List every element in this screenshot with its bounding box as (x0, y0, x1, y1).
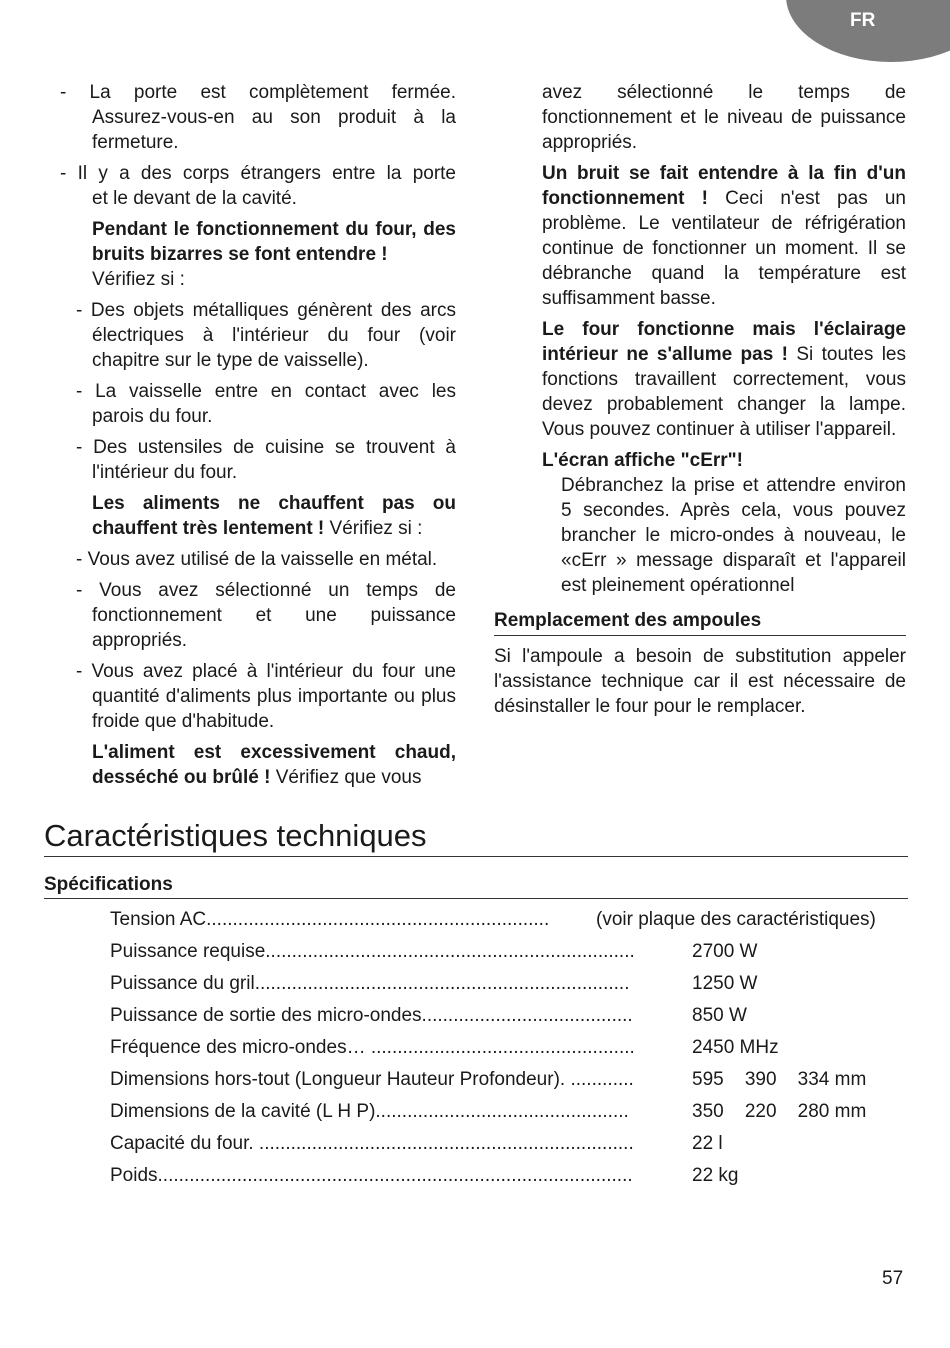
spec-value: 22 l (692, 1133, 723, 1154)
list-item (60, 80, 456, 155)
spec-label: Capacité du four. ....................................................................... (110, 1133, 634, 1154)
list-item: - Des objets métalliques génèrent des arcs électriques à l'intérieur du four (voir chapitre sur le type de vaisselle). (76, 300, 456, 371)
bulb-subheading: Remplacement des ampoules (494, 608, 906, 636)
troubleshoot-heading: Le four fonctionne mais l'éclairage intérieur ne s'allume pas ! (542, 319, 906, 365)
spec-value: 22 kg (692, 1165, 739, 1186)
spec-row-grill-power (110, 971, 910, 1003)
spec-subheading: Spécifications (44, 872, 908, 899)
list-item: - Des ustensiles de cuisine se trouvent à l'intérieur du four. (76, 437, 456, 483)
troubleshoot-paragraph (494, 161, 906, 311)
spec-row-cavity-dimensions (110, 1099, 910, 1131)
right-column (494, 80, 906, 725)
list-item: - La vaisselle entre en contact avec les parois du four. (76, 381, 456, 427)
spec-value: 850 W (692, 1005, 747, 1026)
section-title: Caractéristiques techniques (44, 816, 908, 857)
list-item-first-line: - La porte est complètement fermée. (60, 82, 456, 103)
spec-value: (voir plaque des caractéristiques) (596, 909, 876, 930)
spec-value: 2450 MHz (692, 1037, 779, 1058)
list-item-first-line: - Il y a des corps étrangers entre la porte (60, 163, 456, 184)
spec-label: Puissance de sortie des micro-ondes........................................ (110, 1005, 633, 1026)
spec-label: Puissance requise...................................................................... (110, 941, 635, 962)
troubleshoot-paragraph (494, 317, 906, 442)
list-item-continuation: Assurez-vous-en au son produit à la fermeture. (92, 107, 456, 153)
spec-row-voltage (110, 907, 910, 939)
troubleshoot-text: Ceci n'est pas un problème. Le ventilateur de réfrigération continue de fonctionner un moment. Il se débranche quand la température est suffisamment basse. (542, 188, 906, 309)
spec-label: Dimensions de la cavité (L H P)................................................ (110, 1101, 629, 1122)
spec-row-capacity (110, 1131, 910, 1163)
list-item (60, 161, 456, 211)
spec-label: Poids.......................................................................................... (110, 1165, 633, 1186)
spec-row-microwave-output (110, 1003, 910, 1035)
troubleshoot-paragraph (60, 217, 456, 292)
list-item-continuation: et le devant de la cavité. (92, 188, 297, 209)
troubleshoot-check: Vérifiez que vous (275, 767, 422, 788)
spec-row-weight (110, 1163, 910, 1195)
spec-label: Dimensions hors-tout (Longueur Hauteur Profondeur). ............ (110, 1069, 634, 1090)
spec-label: Fréquence des micro-ondes… .................................................. (110, 1037, 635, 1058)
bulb-paragraph: Si l'ampoule a besoin de substitution appeler l'assistance technique car il est nécessaire de désinstaller le four pour le remplacer. (494, 646, 906, 717)
troubleshoot-heading: L'écran affiche "cErr"! (542, 450, 743, 471)
troubleshoot-heading: Un bruit se fait entendre à la fin d'un fonctionnement ! (542, 163, 906, 209)
left-column (60, 80, 456, 796)
troubleshoot-heading: L'aliment est excessivement chaud, desséché ou brûlé ! (92, 742, 456, 788)
list-item: - Vous avez placé à l'intérieur du four une quantité d'aliments plus importante ou plus froide que d'habitude. (76, 661, 456, 732)
list-item: - Vous avez sélectionné un temps de fonctionnement et une puissance appropriés. (76, 580, 456, 651)
troubleshoot-heading: Les aliments ne chauffent pas ou chauffent très lentement ! (92, 493, 456, 539)
troubleshoot-check: Vérifiez si : (329, 518, 423, 539)
troubleshoot-paragraph (60, 491, 456, 541)
troubleshoot-paragraph (60, 740, 456, 790)
continued-paragraph: avez sélectionné le temps de fonctionnement et le niveau de puissance appropriés. (542, 82, 906, 153)
list-item: - Vous avez utilisé de la vaisselle en métal. (76, 549, 438, 570)
spec-list (110, 907, 910, 1195)
spec-row-outer-dimensions (110, 1067, 910, 1099)
spec-row-power-required (110, 939, 910, 971)
language-label: FR (850, 10, 876, 31)
spec-label: Tension AC................................................................. (110, 909, 550, 930)
language-tab (786, 0, 950, 62)
spec-value: 1250 W (692, 973, 758, 994)
troubleshoot-check: Vérifiez si : (92, 269, 185, 290)
spec-value: 350 220 280 mm (692, 1101, 867, 1122)
spec-value: 595 390 334 mm (692, 1069, 867, 1090)
spec-label: Puissance du gril....................................................................... (110, 973, 630, 994)
troubleshoot-text: Débranchez la prise et attendre environ 5 secondes. Après cela, vous pouvez brancher le micro-ondes à nouveau, le «cErr » message disparaît et l'appareil est pleinement opérationnel (561, 475, 906, 596)
troubleshoot-heading-line (494, 448, 906, 473)
spec-row-frequency (110, 1035, 910, 1067)
page-number: 57 (882, 1268, 904, 1289)
spec-value: 2700 W (692, 941, 758, 962)
troubleshoot-text: Si toutes les fonctions travaillent correctement, vous devez probablement changer la lampe. Vous pouvez continuer à utiliser l'appareil. (542, 344, 907, 440)
troubleshoot-heading: Pendant le fonctionnement du four, des bruits bizarres se font entendre ! (92, 219, 456, 265)
